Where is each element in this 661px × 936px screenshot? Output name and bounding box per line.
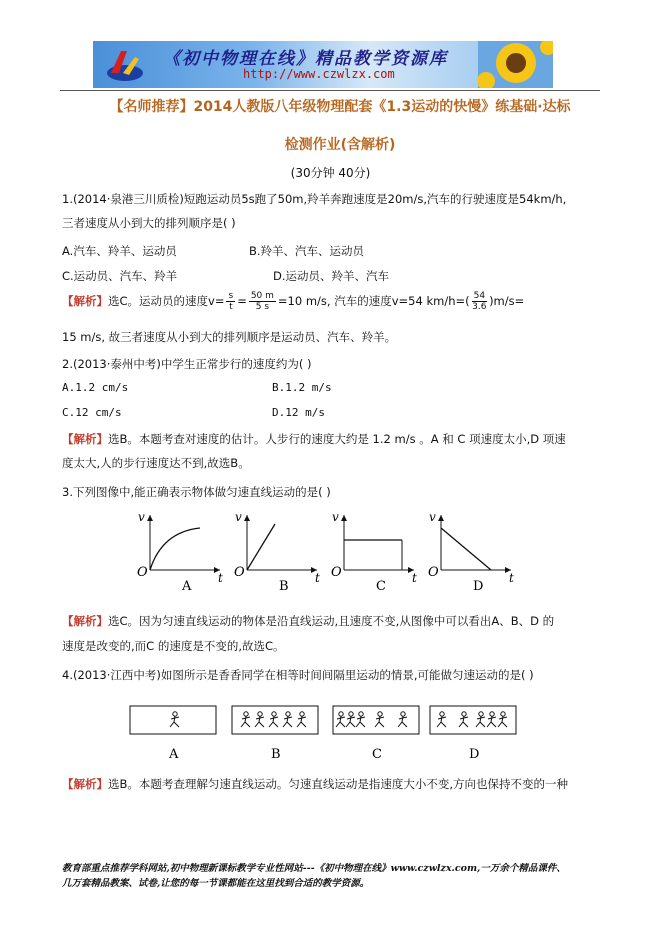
q4-analysis <box>62 776 568 792</box>
q2-analysis-cont: 度太大,人的步行速度达不到,故选B。 <box>62 456 250 470</box>
q1-analysis-cont: 15 m/s, 故三者速度从小到大的排列顺序是运动员、汽车、羚羊。 <box>62 330 397 344</box>
q1-stem: 1.(2014·泉港三川质检)短跑运动员5s跑了50m,羚羊奔跑速度是20m/s,汽车的行驶速度是54km/h, <box>62 192 567 206</box>
fraction-num: 50 m <box>250 291 274 301</box>
axis-v-label: v <box>138 510 145 524</box>
q3-analysis-text: 选C。因为匀速直线运动的物体是沿直线运动,且速度不变,从图像中可以看出A、B、D 的 <box>108 614 555 628</box>
q1-option-d: D.运动员、羚羊、汽车 <box>273 269 390 283</box>
q3-analysis-cont: 速度是改变的,而C 的速度是不变的,故选C。 <box>62 639 285 653</box>
graph-curve <box>441 528 491 570</box>
q2-option-d: D.12 m/s <box>272 406 325 419</box>
page-subtitle: (30分钟 40分) <box>290 166 371 180</box>
runner-head <box>378 712 382 716</box>
runner-head <box>490 712 494 716</box>
arrow-v <box>147 515 153 521</box>
runner-head <box>286 712 290 716</box>
running-person-icon <box>283 716 292 727</box>
formula-fraction <box>249 291 276 312</box>
analysis-tag: 【解析】 <box>62 294 108 308</box>
frame-box <box>333 706 419 734</box>
arrow-v <box>438 515 444 521</box>
q2-stem: 2.(2013·泰州中考)中学生正常步行的速度约为( ) <box>62 357 312 371</box>
footer-line-2: 几万套精品教案、试卷,让您的每一节课都能在这里找到合适的教学资源。 <box>62 878 370 889</box>
formula-fraction <box>472 291 487 312</box>
graph-label: D <box>473 579 484 594</box>
running-person-icon <box>437 716 446 727</box>
banner-url[interactable]: http://www.czwlzx.com <box>243 67 395 81</box>
origin-label: O <box>137 565 148 580</box>
running-person-icon <box>336 716 345 727</box>
runner-head <box>440 712 444 716</box>
runner-head <box>258 712 262 716</box>
q3-analysis <box>62 613 554 629</box>
running-person-icon <box>459 716 468 727</box>
q3-stem: 3.下列图像中,能正确表示物体做匀速直线运动的是( ) <box>62 485 331 499</box>
running-person-icon <box>476 716 485 727</box>
running-person-icon <box>356 716 365 727</box>
formula-fraction <box>226 291 235 312</box>
runner-head <box>501 712 505 716</box>
sunflower-image <box>478 41 553 88</box>
running-person-icon <box>255 716 264 727</box>
graph-label: A <box>182 579 192 594</box>
axis-t-label: t <box>218 571 223 585</box>
arrow-v <box>244 515 250 521</box>
q2-option-b: B.1.2 m/s <box>272 381 332 394</box>
runner-head <box>359 712 363 716</box>
axis-v-label: v <box>235 510 242 524</box>
runner-head <box>339 712 343 716</box>
axis-t-label: t <box>315 571 320 585</box>
graph-label: B <box>279 579 289 594</box>
running-person-icon <box>375 716 384 727</box>
analysis-tag: 【解析】 <box>62 432 108 446</box>
running-person-icon <box>487 716 496 727</box>
q1-stem-cont: 三者速度从小到大的排列顺序是( ) <box>62 216 236 230</box>
fraction-den: 3.6 <box>472 302 487 312</box>
graph-curve <box>247 524 275 570</box>
q1-analysis-text-mid: =10 m/s, 汽车的速度v=54 km/h=( <box>277 294 470 308</box>
runner-head <box>349 712 353 716</box>
graph-curve <box>150 528 200 570</box>
runner-head <box>401 712 405 716</box>
running-person-icon <box>241 716 250 727</box>
fraction-den: t <box>229 302 233 312</box>
running-person-icon <box>498 716 507 727</box>
q2-analysis <box>62 431 566 447</box>
frame-label: C <box>372 747 382 762</box>
fraction-den: 5 s <box>255 302 270 312</box>
frame-box <box>430 706 516 734</box>
banner-title: 《初中物理在线》精品教学资源库 <box>163 49 448 69</box>
running-person-icon <box>398 716 407 727</box>
fraction-num: s <box>228 291 234 301</box>
running-person-icon <box>170 716 179 727</box>
page-footer <box>62 861 622 891</box>
analysis-tag: 【解析】 <box>62 614 108 628</box>
q1-option-b: B.羚羊、汽车、运动员 <box>249 244 365 258</box>
frame-label: B <box>271 747 281 762</box>
footer-line-1: 教育部重点推荐学科网站,初中物理新课标教学专业性网站---《初中物理在线》www.czwlzx.com,一万余个精品课件、 <box>62 863 566 874</box>
frame-label: D <box>469 747 480 762</box>
runner-head <box>300 712 304 716</box>
runner-head <box>173 712 177 716</box>
q1-analysis: 【解析】选C。运动员的速度v= $\frac{s}{t}$ = $\frac{50 m}{5 s}$ =10 m/s, 汽车的速度v=54 km/h=( $\frac{54}{3.6}$ )m/s= <box>62 291 525 312</box>
analysis-tag: 【解析】 <box>62 777 108 791</box>
q4-analysis-text: 选B。本题考查理解匀速直线运动。匀速直线运动是指速度大小不变,方向也保持不变的一种 <box>108 777 569 791</box>
running-person-icon <box>297 716 306 727</box>
runner-head <box>479 712 483 716</box>
running-person-icon <box>269 716 278 727</box>
running-person-icon <box>346 716 355 727</box>
axis-t-label: t <box>509 571 514 585</box>
q1-analysis-text-end: )m/s= <box>489 294 525 308</box>
axis-v-label: v <box>332 510 339 524</box>
q4-stem: 4.(2013·江西中考)如图所示是香香同学在相等时间间隔里运动的情景,可能做匀速运动的是( ) <box>62 668 534 682</box>
q3-graphs <box>120 505 530 600</box>
origin-label: O <box>234 565 245 580</box>
page-title: 【名师推荐】2014人教版八年级物理配套《1.3运动的快慢》练基础·达标 <box>109 99 571 115</box>
runner-head <box>272 712 276 716</box>
runner-head <box>244 712 248 716</box>
origin-label: O <box>428 565 439 580</box>
q1-option-c: C.运动员、汽车、羚羊 <box>62 269 178 283</box>
frame-box <box>130 706 216 734</box>
q1-analysis-text: 选C。运动员的速度v= <box>108 294 225 308</box>
header-rule <box>60 90 600 91</box>
arrow-v <box>341 515 347 521</box>
q4-figures <box>128 700 518 765</box>
q2-option-a: A.1.2 cm/s <box>62 381 129 394</box>
frame-label: A <box>169 747 179 762</box>
axis-v-label: v <box>429 510 436 524</box>
q1-option-a: A.汽车、羚羊、运动员 <box>62 244 177 258</box>
q2-option-c: C.12 cm/s <box>62 406 122 419</box>
axis-t-label: t <box>412 571 417 585</box>
q2-analysis-text: 选B。本题考查对速度的估计。人步行的速度大约是 1.2 m/s 。A 和 C 项速度太小,D 项速 <box>108 432 566 446</box>
graph-label: C <box>376 579 386 594</box>
fraction-num: 54 <box>473 291 486 301</box>
site-logo <box>105 47 145 83</box>
runner-head <box>462 712 466 716</box>
page-title-cont: 检测作业(含解析) <box>284 137 396 153</box>
banner <box>93 41 553 88</box>
origin-label: O <box>331 565 342 580</box>
